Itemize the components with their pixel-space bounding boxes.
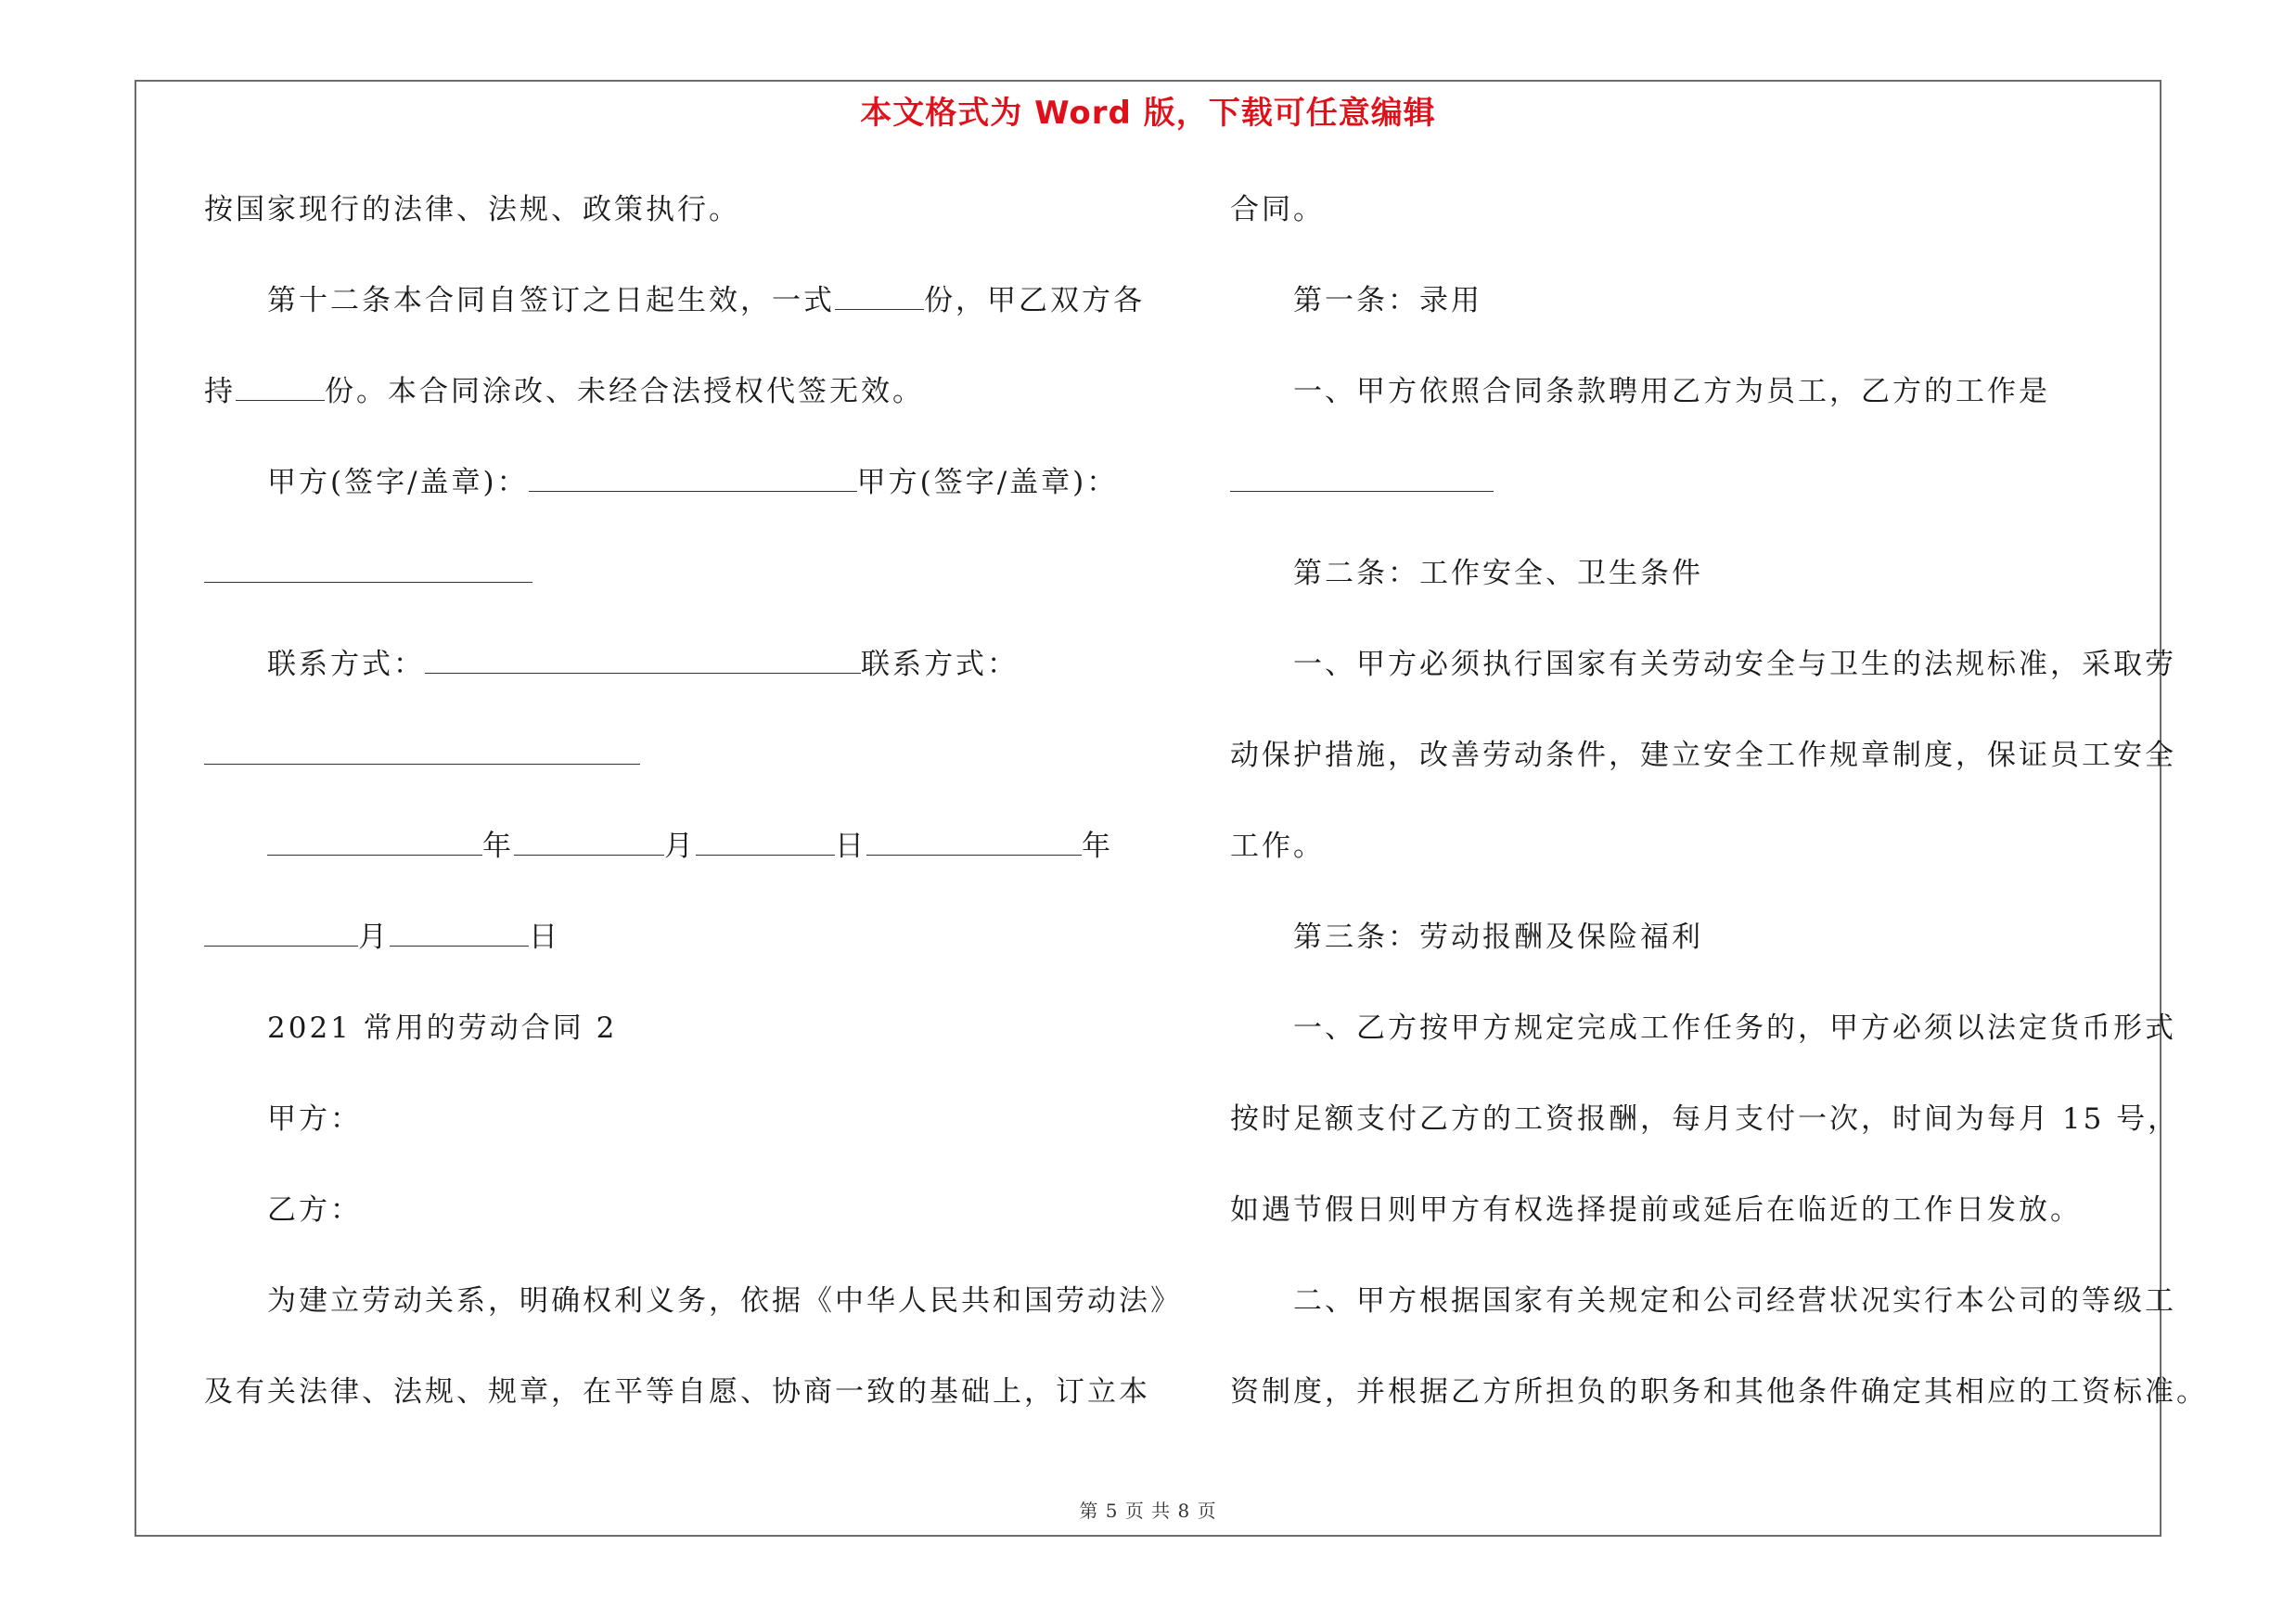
party-b-label: 乙方： (267, 1193, 362, 1227)
party-b-signature-blank (204, 556, 532, 583)
year-blank-2 (866, 829, 1082, 856)
article-three-clause-2: 按时足额支付乙方的工资报酬，每月支付一次，时间为每月 15 号， (1230, 1102, 2180, 1136)
article-three-clause-5: 资制度，并根据乙方所担负的职务和其他条件确定其相应的工资标准。 (1230, 1375, 2208, 1409)
article-one-heading: 第一条：录用 (1293, 284, 1482, 317)
article-twelve-text-2: 份，甲乙双方各 (924, 284, 1145, 317)
article-three-clause-1: 一、乙方按甲方规定完成工作任务的，甲方必须以法定货币形式 (1293, 1011, 2176, 1045)
party-a-label: 甲方： (267, 1102, 362, 1136)
date-line (204, 828, 1113, 865)
contract-title: 2021 常用的劳动合同 2 (267, 1011, 618, 1045)
party-b-contact-label: 联系方式： (861, 648, 1019, 681)
copies-each-blank (236, 374, 325, 401)
party-a-contact-blank (425, 647, 861, 674)
day-blank-2 (390, 920, 529, 947)
article-three-clause-3: 如遇节假日则甲方有权选择提前或延后在临近的工作日发放。 (1230, 1193, 2082, 1227)
party-b-contact-blank (204, 738, 640, 765)
contract-end-line: 合同。 (1230, 193, 1325, 226)
year-label-2: 年 (1082, 830, 1113, 863)
article-one-clause: 一、甲方依照合同条款聘用乙方为员工，乙方的工作是 (1293, 375, 2050, 408)
year-blank (267, 829, 482, 856)
preamble-line-1: 为建立劳动关系，明确权利义务，依据《中华人民共和国劳动法》 (267, 1284, 1182, 1318)
month-label-2: 月 (358, 921, 390, 954)
signature-blank-line (204, 555, 532, 592)
month-label: 月 (664, 830, 696, 863)
day-label: 日 (835, 830, 866, 863)
article-twelve-line (204, 282, 1145, 319)
page-number: 第 5 页 共 8 页 (1079, 1500, 1217, 1522)
year-label: 年 (482, 830, 514, 863)
month-blank (514, 829, 664, 856)
article-two-clause-1: 一、甲方必须执行国家有关劳动安全与卫生的法规标准，采取劳 (1293, 648, 2176, 681)
article-twelve-continued (204, 373, 924, 410)
party-a-signature-blank (529, 465, 857, 492)
article-three-clause-4: 二、甲方根据国家有关规定和公司经营状况实行本公司的等级工 (1293, 1284, 2176, 1318)
day-label-2: 日 (529, 921, 560, 954)
article-twelve-text: 第十二条本合同自签订之日起生效，一式 (267, 284, 835, 317)
copies-blank (835, 283, 924, 310)
signature-line (204, 464, 1118, 501)
word-format-notice: 本文格式为 Word 版，下载可任意编辑 (860, 95, 1436, 132)
article-three-heading: 第三条：劳动报酬及保险福利 (1293, 921, 1703, 954)
paragraph-line: 按国家现行的法律、法规、政策执行。 (204, 193, 740, 226)
month-blank-2 (204, 920, 358, 947)
job-blank (1230, 465, 1494, 492)
article-two-clause-3: 工作。 (1230, 830, 1325, 863)
hold-text: 持 (204, 375, 236, 408)
contact-blank-line (204, 737, 640, 774)
contact-line (204, 646, 1019, 683)
party-b-signature-label: 甲方(签字/盖章)： (856, 466, 1119, 499)
article-two-clause-2: 动保护措施，改善劳动条件，建立安全工作规章制度，保证员工安全 (1230, 739, 2176, 772)
party-a-contact-label: 联系方式： (267, 648, 425, 681)
day-blank (696, 829, 835, 856)
job-blank-line (1230, 464, 1494, 501)
preamble-line-2: 及有关法律、法规、规章，在平等自愿、协商一致的基础上，订立本 (204, 1375, 1150, 1409)
party-a-signature-label: 甲方(签字/盖章)： (267, 466, 529, 499)
validity-text: 份。本合同涂改、未经合法授权代签无效。 (325, 375, 924, 408)
article-two-heading: 第二条：工作安全、卫生条件 (1293, 557, 1703, 590)
date-line-2 (204, 919, 560, 956)
